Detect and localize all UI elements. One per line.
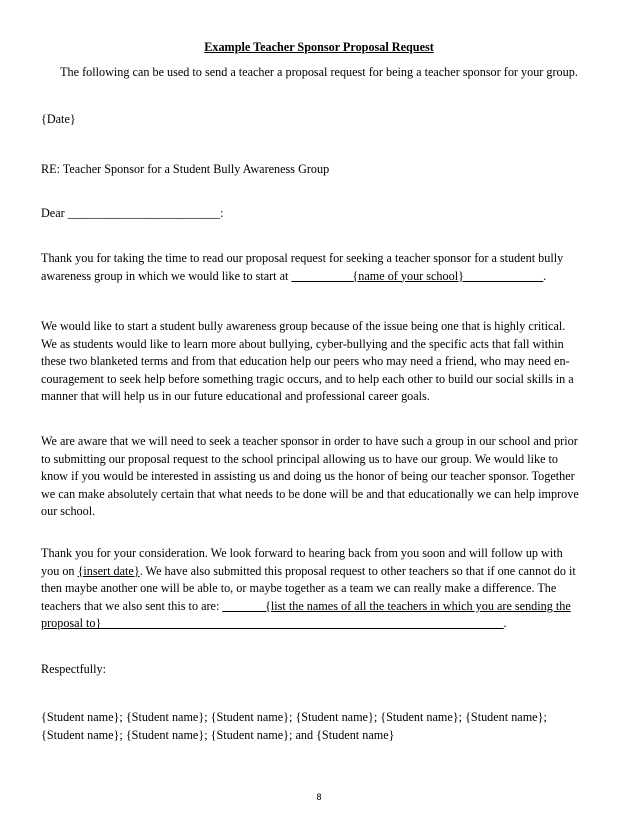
paragraph-4-text: you on <box>41 563 78 578</box>
paragraph-2-line: these two blanketed terms and from that education help our peers who may need a friend, who may need en- <box>41 354 570 369</box>
paragraph-4 <box>41 545 597 633</box>
paragraph-4-line <box>41 598 597 616</box>
salutation-suffix: : <box>220 206 224 220</box>
paragraph-4-line <box>41 563 597 581</box>
paragraph-3-line: We are aware that we will need to seek a teacher sponsor in order to have such a group in our school and prior <box>41 434 578 448</box>
paragraph-2 <box>41 318 597 406</box>
page-number: 8 <box>316 792 322 802</box>
paragraph-3-line: know if you would be interested in assisting us and doing us the honor of being our teacher sponsor. Together <box>41 469 575 484</box>
paragraph-2-line: couragement to seek help before something tragic occurs, and to help each other to build our social skills in a <box>41 371 574 386</box>
school-name-field: __________{name of your school}_____________ <box>291 268 544 283</box>
insert-date-field: {insert date} <box>77 563 140 578</box>
document-title: Example Teacher Sponsor Proposal Request <box>204 40 434 54</box>
paragraph-1-text: awareness group in which we would like to start at <box>41 268 292 283</box>
re-line: RE: Teacher Sponsor for a Student Bully Awareness Group <box>41 162 330 176</box>
signatures <box>41 709 597 744</box>
signature-line: {Student name}; {Student name}; {Student name}; {Student name}; {Student name}; {Student name}; <box>41 710 547 724</box>
paragraph-2-line: manner that will help us in our future educational and professional career goals. <box>41 389 430 404</box>
paragraph-1-punct: . <box>543 268 547 283</box>
paragraph-2-line: We would like to start a student bully awareness group because of the issue being one that is highly critical. <box>41 319 566 333</box>
salutation <box>41 206 223 221</box>
intro-text: The following can be used to send a teacher a proposal request for being a teacher sponsor for your group. <box>60 65 578 79</box>
signature-line: {Student name}; {Student name}; {Student name}; and {Student name} <box>41 727 395 742</box>
closing: Respectfully: <box>41 662 106 676</box>
paragraph-4-text: teachers that we also sent this to are: <box>41 598 223 613</box>
paragraph-4-text: . We have also submitted this proposal request to other teachers so that if one cannot do it <box>139 563 576 578</box>
salutation-prefix: Dear <box>41 206 68 220</box>
paragraph-1-line <box>41 268 597 286</box>
paragraph-3-line: we can make absolutely certain that what needs to be done will be and that educationally we can help improve <box>41 486 579 501</box>
paragraph-4-line <box>41 615 597 633</box>
paragraph-4-line: then maybe another one will be able to, or maybe together as a team we can really make a difference. The <box>41 581 557 596</box>
paragraph-1 <box>41 250 597 285</box>
teacher-names-field: _______{list the names of all the teachers in which you are sending the <box>222 598 571 613</box>
paragraph-2-line: We as students would like to learn more about bullying, cyber-bullying and the specific acts that fall within <box>41 336 564 351</box>
teacher-names-field-cont: proposal to}__________________________________________________________________ <box>41 616 504 631</box>
paragraph-4-line: Thank you for your consideration. We look forward to hearing back from you soon and will follow up with <box>41 546 563 560</box>
paragraph-4-punct: . <box>503 616 507 631</box>
salutation-blank: _________________________ <box>67 206 221 220</box>
paragraph-1-line: Thank you for taking the time to read our proposal request for seeking a teacher sponsor for a student bully <box>41 251 564 265</box>
paragraph-3-line: to submitting our proposal request to the school principal allowing us to have our group. We would like to <box>41 451 559 466</box>
paragraph-3-line: our school. <box>41 504 96 519</box>
date-placeholder: {Date} <box>41 112 76 126</box>
paragraph-3 <box>41 433 597 521</box>
